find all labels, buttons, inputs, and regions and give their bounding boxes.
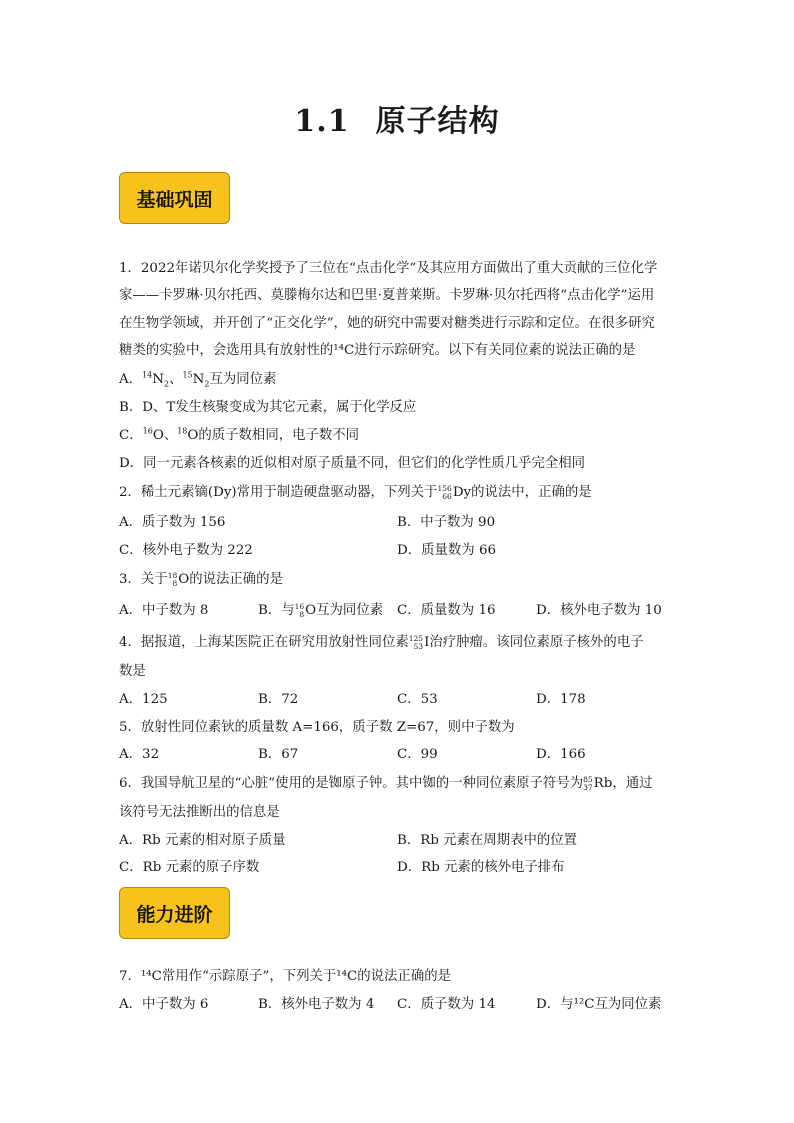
q1-option-d: D．同一元素各核素的近似相对原子质量不同，但它们的化学性质几乎完全相同 xyxy=(119,456,586,471)
q4-option-c: C．53 xyxy=(397,692,438,707)
section-label: 基础巩固 xyxy=(136,188,213,211)
q1-stem-line: 家——卡罗琳·贝尔托西、莫滕梅尔达和巴里·夏普莱斯。卡罗琳·贝尔托西将“点击化学”运用 xyxy=(119,288,655,303)
q4-option-a: A．125 xyxy=(119,692,168,707)
q7-option-b: B．核外电子数为 4 xyxy=(258,997,375,1012)
q4-option-d: D．178 xyxy=(536,692,586,707)
q2-option-a: A．质子数为 156 xyxy=(119,515,226,530)
q4-option-b: B．72 xyxy=(258,692,299,707)
q2-option-b: B．中子数为 90 xyxy=(397,515,496,530)
q7-option-d: D．与¹²C互为同位素 xyxy=(536,997,662,1012)
q6-stem: 6．我国导航卫星的“心脏”使用的是铷原子钟。其中铷的一种同位素原子符号为 85 37 Rb，通过 xyxy=(119,774,653,792)
q2-stem: 2．稀土元素镝(Dy)常用于制造硬盘驱动器，下列关于 156 66 Dy的说法中，正确的是 xyxy=(119,483,592,501)
q7-option-c: C．质子数为 14 xyxy=(397,997,496,1012)
q5-option-d: D．166 xyxy=(536,747,586,762)
q6-option-a: A．Rb 元素的相对原子质量 xyxy=(119,833,286,848)
q1-stem-line: 1．2022年诺贝尔化学奖授予了三位在“点击化学”及其应用方面做出了重大贡献的三位化学 xyxy=(119,261,658,276)
q7-option-a: A．中子数为 6 xyxy=(119,997,209,1012)
q3-option-c: C．质量数为 16 xyxy=(397,603,496,618)
q3-option-b: B．与 16 8 O互为同位素 xyxy=(258,601,384,619)
page-title xyxy=(0,96,794,140)
q2-option-c: C．核外电子数为 222 xyxy=(119,543,253,558)
q7-stem: 7．¹⁴C常用作“示踪原子”，下列关于¹⁴C的说法正确的是 xyxy=(119,969,451,984)
section-label: 能力进阶 xyxy=(136,903,213,926)
q6-option-d: D．Rb 元素的核外电子排布 xyxy=(397,860,565,875)
q1-stem-line: 糖类的实验中，会选用具有放射性的¹⁴C进行示踪研究。以下有关同位素的说法正确的是 xyxy=(119,343,636,358)
title-number: 1.1 xyxy=(294,104,350,139)
q1-option-a: A．$^{14}N_2$、$^{15}N_2$互为同位素 xyxy=(119,370,277,389)
q3-option-d: D．核外电子数为 10 xyxy=(536,603,662,618)
section-badge-advanced xyxy=(119,887,230,939)
q4-stem: 4．据报道，上海某医院正在研究用放射性同位素 125 53 I治疗肿瘤。该同位素原子核外的电子 xyxy=(119,633,644,651)
q5-option-a: A．32 xyxy=(119,747,160,762)
q6-option-c: C．Rb 元素的原子序数 xyxy=(119,860,260,875)
q4-stem-line2: 数是 xyxy=(119,664,146,679)
q5-option-c: C．99 xyxy=(397,747,438,762)
nuclide-symbol: 85 37 xyxy=(583,774,593,792)
q1-stem-line: 在生物学领域，并开创了“正交化学”，她的研究中需要对糖类进行示踪和定位。在很多研究 xyxy=(119,316,655,331)
q3-stem: 3．关于 18 8 O的说法正确的是 xyxy=(119,570,283,588)
q2-option-d: D．质量数为 66 xyxy=(397,543,496,558)
q1-option-c: C．$^{16}$O、$^{18}$O的质子数相同，电子数不同 xyxy=(119,426,360,443)
section-badge-basic xyxy=(119,172,230,224)
q3-option-a: A．中子数为 8 xyxy=(119,603,209,618)
nuclide-symbol: 18 8 xyxy=(167,570,178,588)
q6-stem-line2: 该符号无法推断出的信息是 xyxy=(119,805,280,820)
nuclide-symbol: 125 53 xyxy=(408,633,424,651)
nuclide-symbol: 156 66 xyxy=(437,483,452,501)
nuclide-symbol: 16 8 xyxy=(294,601,305,619)
q5-stem: 5．放射性同位素钬的质量数 A=166，质子数 Z=67，则中子数为 xyxy=(119,720,515,735)
q1-option-b: B．D、T发生核聚变成为其它元素，属于化学反应 xyxy=(119,400,417,415)
q6-option-b: B．Rb 元素在周期表中的位置 xyxy=(397,833,578,848)
q5-option-b: B．67 xyxy=(258,747,299,762)
title-text: 原子结构 xyxy=(375,104,500,139)
